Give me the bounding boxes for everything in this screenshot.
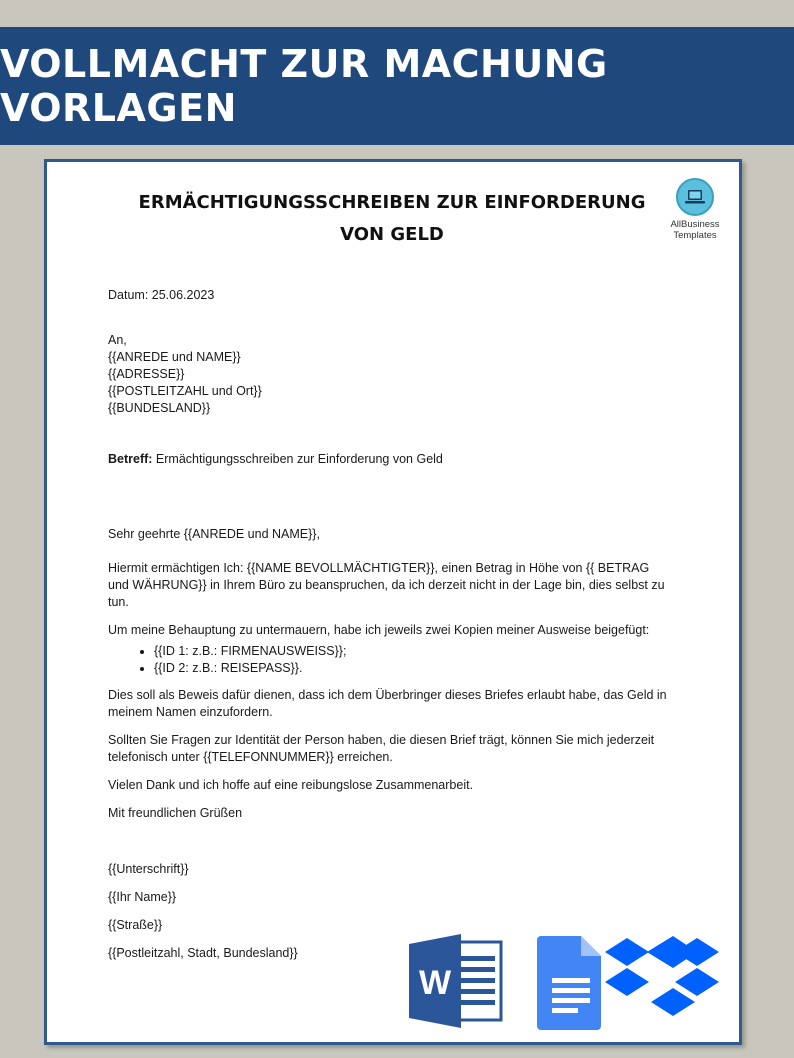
paragraph: Sollten Sie Fragen zur Identität der Person haben, die diesen Brief trägt, können Sie mich jederzeit telefonisch unter {{TELEFONNUMMER}} erreichen. xyxy=(108,733,655,764)
google-docs-icon[interactable] xyxy=(537,936,601,1030)
recipient-line: {{POSTLEITZAHL und Ort}} xyxy=(108,384,262,398)
letter-date: Datum: 25.06.2023 xyxy=(108,288,215,302)
app-icons xyxy=(407,932,727,1032)
paragraph: Um meine Behauptung zu untermauern, habe ich jeweils zwei Kopien meiner Ausweise beigefügt: xyxy=(108,623,650,637)
subject-label: Betreff: xyxy=(108,452,153,466)
document-preview xyxy=(44,159,742,1045)
list-item: • {{ID 1: z.B.: FIRMENAUSWEISS}}; xyxy=(154,643,668,660)
subject-line xyxy=(108,451,668,468)
recipient-line: {{ADRESSE}} xyxy=(108,367,185,381)
letter-body xyxy=(108,287,668,962)
recipient-line: An, xyxy=(108,333,127,347)
signature-line: {{Straße}} xyxy=(108,918,163,932)
signature-line: {{Ihr Name}} xyxy=(108,890,177,904)
list-item: • {{ID 2: z.B.: REISEPASS}}. xyxy=(154,660,668,677)
svg-text:W: W xyxy=(418,964,452,1002)
subject-text: Ermächtigungsschreiben zur Einforderung von Geld xyxy=(152,452,443,466)
logo-text-line2: Templates xyxy=(673,230,717,241)
allbusiness-logo xyxy=(665,178,725,241)
recipient-line: {{BUNDESLAND}} xyxy=(108,401,211,415)
closing: Mit freundlichen Grüßen xyxy=(108,806,243,820)
recipient-line: {{ANREDE und NAME}} xyxy=(108,350,241,364)
logo-text-line1: AllBusiness xyxy=(670,219,720,230)
salutation: Sehr geehrte {{ANREDE und NAME}}, xyxy=(108,527,320,541)
word-icon[interactable] xyxy=(409,934,501,1028)
document-title: ERMÄCHTIGUNGSSCHREIBEN ZUR EINFORDERUNG VON GELD xyxy=(138,192,646,245)
id-list xyxy=(108,643,668,677)
header-banner xyxy=(0,27,794,145)
paragraph: Dies soll als Beweis dafür dienen, dass ich dem Überbringer dieses Briefes erlaubt habe, das Geld in meinem Namen einzufordern. xyxy=(108,688,667,719)
signature-line: {{Unterschrift}} xyxy=(108,862,189,876)
signature-line: {{Postleitzahl, Stadt, Bundesland}} xyxy=(108,946,298,960)
paragraph: Vielen Dank und ich hoffe auf eine reibungslose Zusammenarbeit. xyxy=(108,778,474,792)
dropbox-icon[interactable] xyxy=(605,936,719,1016)
paragraph: Hiermit ermächtigen Ich: {{NAME BEVOLLMÄCHTIGTER}}, einen Betrag in Höhe von {{ BETRAG und WÄHRUNG}} in Ihrem Büro zu beanspruchen, da ich derzeit nicht in der Lage bin, dies selbst zu tun. xyxy=(108,561,665,609)
laptop-icon xyxy=(676,178,714,216)
page-title: VOLLMACHT ZUR MACHUNG VORLAGEN xyxy=(0,42,608,130)
